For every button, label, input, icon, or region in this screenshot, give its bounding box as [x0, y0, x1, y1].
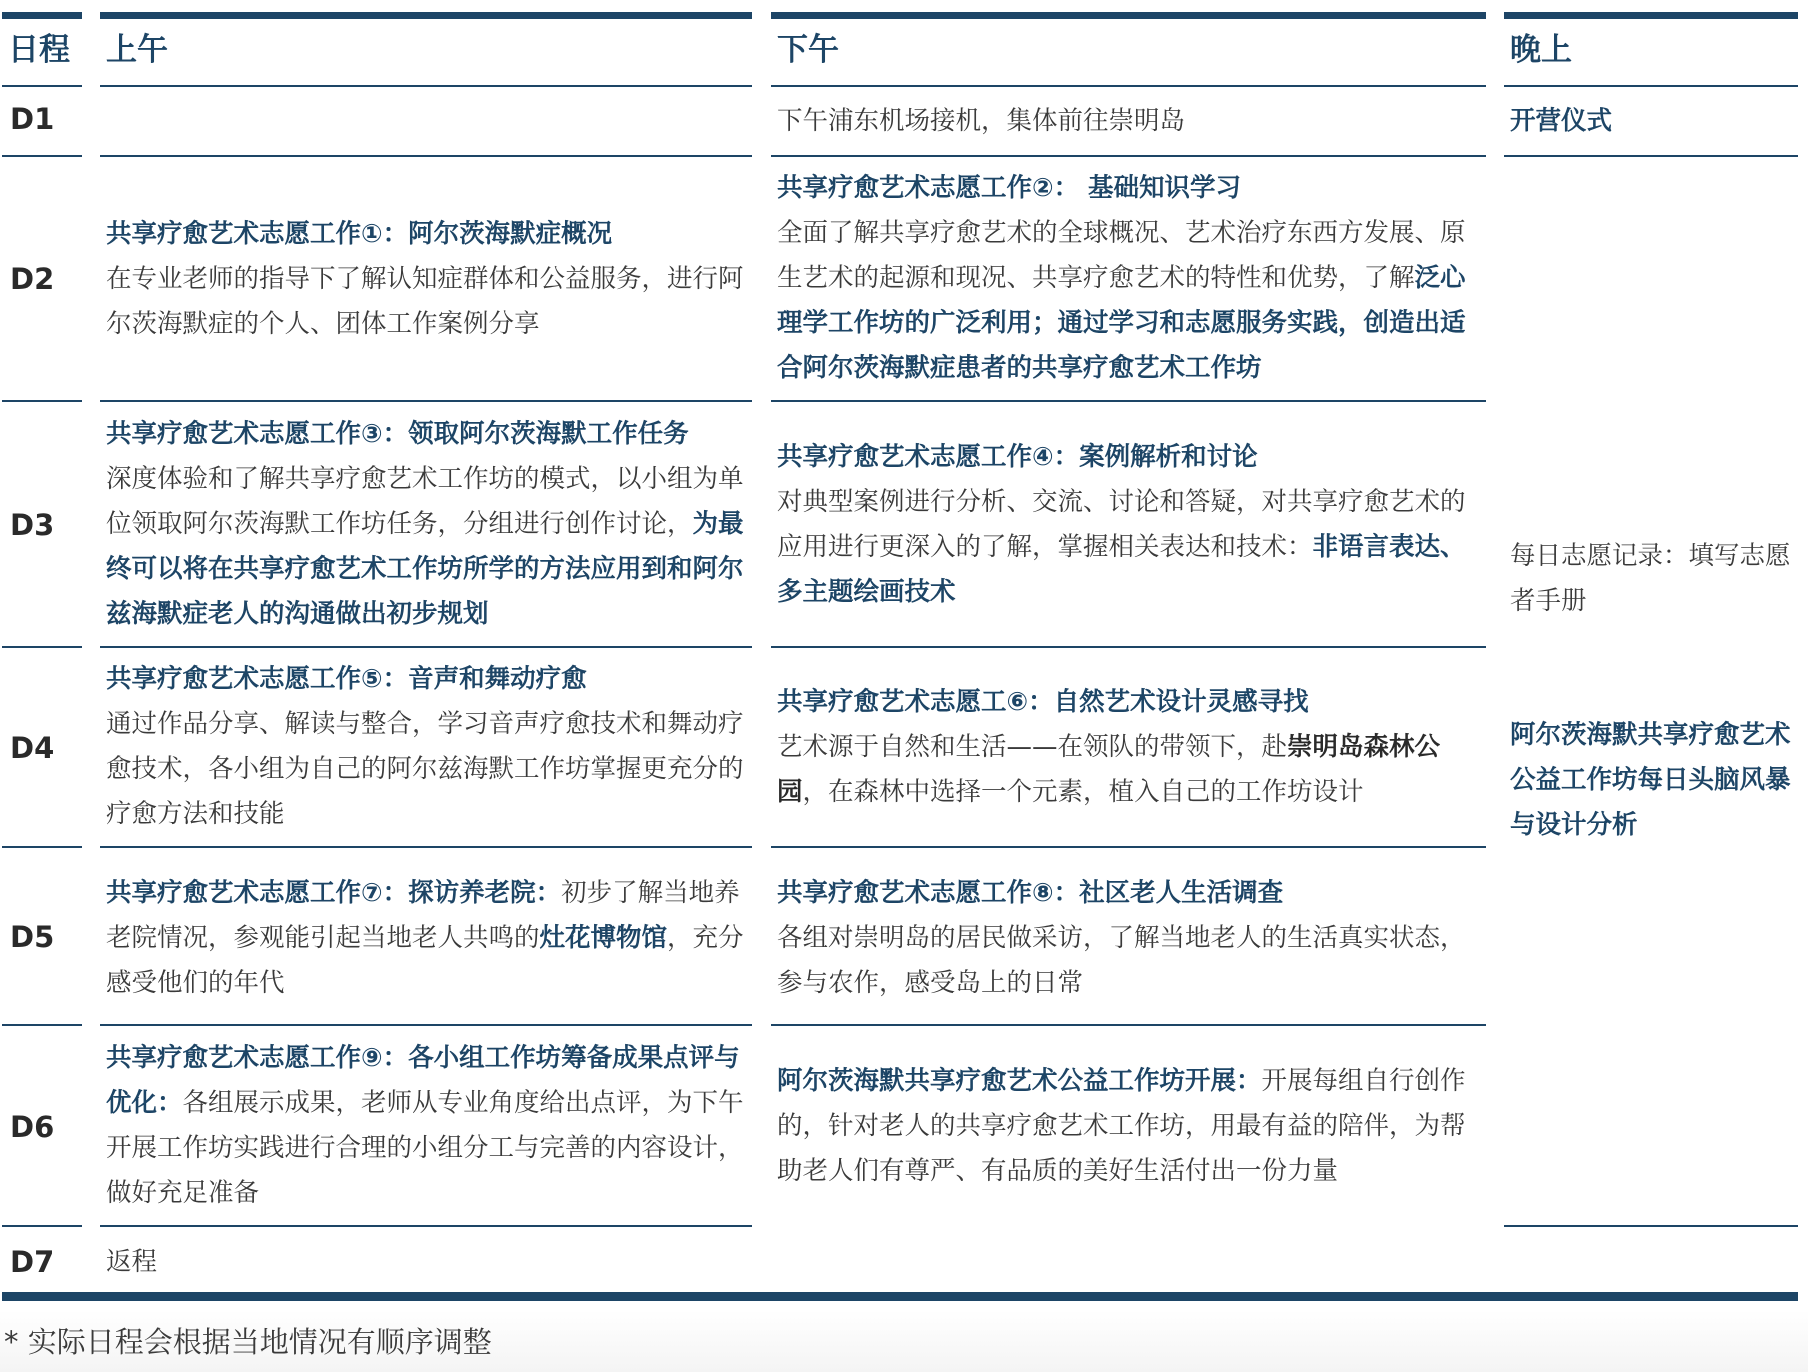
- d3-morning: [106, 412, 754, 637]
- footnote: * 实际日程会根据当地情况有顺序调整: [4, 1325, 492, 1359]
- header-schedule: 日程: [8, 32, 70, 68]
- row-rule: [2, 646, 82, 648]
- row-rule: [771, 646, 1486, 648]
- d2-afternoon-title: 共享疗愈艺术志愿工作②： 基础知识学习: [777, 173, 1241, 203]
- row-rule: [1504, 1225, 1798, 1227]
- header-morning: 上午: [106, 32, 168, 68]
- d5-afternoon: [777, 871, 1489, 1006]
- row-rule: [100, 400, 752, 402]
- d2-afternoon-text: 全面了解共享疗愈艺术的全球概况、艺术治疗东西方发展、原生艺术的起源和现况、共享疗愈艺术的特性和优势，了解: [777, 218, 1466, 293]
- day-label-d3: D3: [10, 508, 55, 542]
- d4-afternoon-title: 共享疗愈艺术志愿工⑥：自然艺术设计灵感寻找: [777, 687, 1309, 717]
- row-rule: [771, 846, 1486, 848]
- d3-morning-title: 共享疗愈艺术志愿工作③：领取阿尔茨海默工作任务: [106, 419, 689, 449]
- d3-evening: 每日志愿记录：填写志愿者手册: [1510, 541, 1791, 616]
- header-bar-afternoon: [771, 12, 1486, 19]
- header-bar-schedule: [2, 12, 82, 19]
- row-rule: [2, 1225, 82, 1227]
- day-label-d5: D5: [10, 920, 55, 954]
- row-rule: [2, 846, 82, 848]
- row-rule: [2, 1024, 82, 1026]
- row-rule: [100, 1225, 752, 1227]
- header-rule: [100, 85, 752, 87]
- day-label-d1: D1: [10, 102, 55, 136]
- d2-afternoon-bold: 泛心理学工作坊的广泛利用；通过学习和志愿服务实践，创造出适合阿尔茨海默症患者的共享疗愈艺术工作坊: [777, 263, 1466, 383]
- d3-afternoon-bold: 非语言表达、多主题绘画技术: [777, 532, 1466, 607]
- d2-morning-text: 在专业老师的指导下了解认知症群体和公益服务，进行阿尔茨海默症的个人、团体工作案例分享: [106, 264, 744, 339]
- row-rule: [2, 155, 82, 157]
- d5-morning-text1: 初步了解当地养老院情况，参观能引起当地老人共鸣的: [106, 878, 740, 953]
- d5-morning-title: 共享疗愈艺术志愿工作⑦：探访养老院：: [106, 878, 562, 908]
- d1-evening: 开营仪式: [1510, 106, 1613, 136]
- day-label-d4: D4: [10, 731, 55, 765]
- d1-afternoon: 下午浦东机场接机，集体前往崇明岛: [777, 106, 1186, 136]
- d4-afternoon-text1: 艺术源于自然和生活——在领队的带领下，赴: [777, 732, 1288, 762]
- d3-morning-bold: 为最终可以将在共享疗愈艺术工作坊所学的方法应用到和阿尔兹海默症老人的沟通做出初步规划: [106, 509, 744, 629]
- d5-morning-text2: ，充分感受他们的年代: [106, 923, 744, 998]
- day-label-d6: D6: [10, 1110, 55, 1144]
- d3-afternoon: [777, 435, 1489, 615]
- d2-morning-title: 共享疗愈艺术志愿工作①：阿尔茨海默症概况: [106, 219, 613, 249]
- d3-afternoon-title: 共享疗愈艺术志愿工作④：案例解析和讨论: [777, 442, 1258, 472]
- row-rule: [771, 155, 1486, 157]
- header-bar-morning: [100, 12, 752, 19]
- row-rule: [100, 646, 752, 648]
- d5-morning: [106, 871, 754, 1006]
- row-rule: [771, 400, 1486, 402]
- row-rule: [2, 400, 82, 402]
- header-rule: [2, 85, 82, 87]
- row-rule: [100, 846, 752, 848]
- d4-morning-title: 共享疗愈艺术志愿工作⑤：音声和舞动疗愈: [106, 664, 587, 694]
- d4-morning-text: 通过作品分享、解读与整合，学习音声疗愈技术和舞动疗愈技术，各小组为自己的阿尔兹海默工作坊掌握更充分的疗愈方法和技能: [106, 709, 744, 829]
- d5-afternoon-text: 各组对崇明岛的居民做采访，了解当地老人的生活真实状态，参与农作，感受岛上的日常: [777, 923, 1466, 998]
- d4-afternoon-bold: 崇明岛森林公园: [777, 732, 1441, 807]
- d4-morning: [106, 657, 754, 837]
- d5-afternoon-title: 共享疗愈艺术志愿工作⑧：社区老人生活调查: [777, 878, 1284, 908]
- d6-afternoon-text: 开展每组自行创作的，针对老人的共享疗愈艺术工作坊，用最有益的陪伴，为帮助老人们有尊严、有品质的美好生活付出一份力量: [777, 1066, 1466, 1186]
- d2-morning: [106, 212, 754, 347]
- row-rule: [100, 155, 752, 157]
- header-bar-evening: [1504, 12, 1798, 19]
- row-rule: [100, 1024, 752, 1026]
- d6-afternoon-title: 阿尔茨海默共享疗愈艺术公益工作坊开展：: [777, 1066, 1262, 1096]
- header-afternoon: 下午: [777, 32, 839, 68]
- d3-afternoon-text: 对典型案例进行分析、交流、讨论和答疑，对共享疗愈艺术的应用进行更深入的了解，掌握相关表达和技术：: [777, 487, 1466, 562]
- d4-afternoon: [777, 680, 1489, 815]
- d6-morning: [106, 1036, 754, 1216]
- table-bottom-bar: [2, 1292, 1798, 1301]
- row-rule: [771, 1024, 1486, 1026]
- day-label-d7: D7: [10, 1245, 55, 1279]
- d6-morning-title: 共享疗愈艺术志愿工作⑨：各小组工作坊筹备成果点评与优化：: [106, 1043, 740, 1118]
- header-rule: [771, 85, 1486, 87]
- header-evening: 晚上: [1510, 32, 1572, 68]
- d2-afternoon: [777, 166, 1489, 391]
- d4-evening: 阿尔茨海默共享疗愈艺术公益工作坊每日头脑风暴与设计分析: [1510, 720, 1791, 840]
- row-rule: [1504, 155, 1798, 157]
- day-label-d2: D2: [10, 262, 55, 296]
- d6-afternoon: [777, 1059, 1489, 1194]
- d4-afternoon-text2: ，在森林中选择一个元素，植入自己的工作坊设计: [802, 777, 1364, 807]
- d5-morning-bold: 灶花博物馆: [539, 923, 668, 953]
- d7-morning: 返程: [106, 1247, 158, 1277]
- d6-morning-text: 各组展示成果，老师从专业角度给出点评，为下午开展工作坊实践进行合理的小组分工与完善的内容设计，做好充足准备: [106, 1088, 744, 1208]
- d3-morning-text: 深度体验和了解共享疗愈艺术工作坊的模式，以小组为单位领取阿尔茨海默工作坊任务，分组进行创作讨论，: [106, 464, 744, 539]
- header-rule: [1504, 85, 1798, 87]
